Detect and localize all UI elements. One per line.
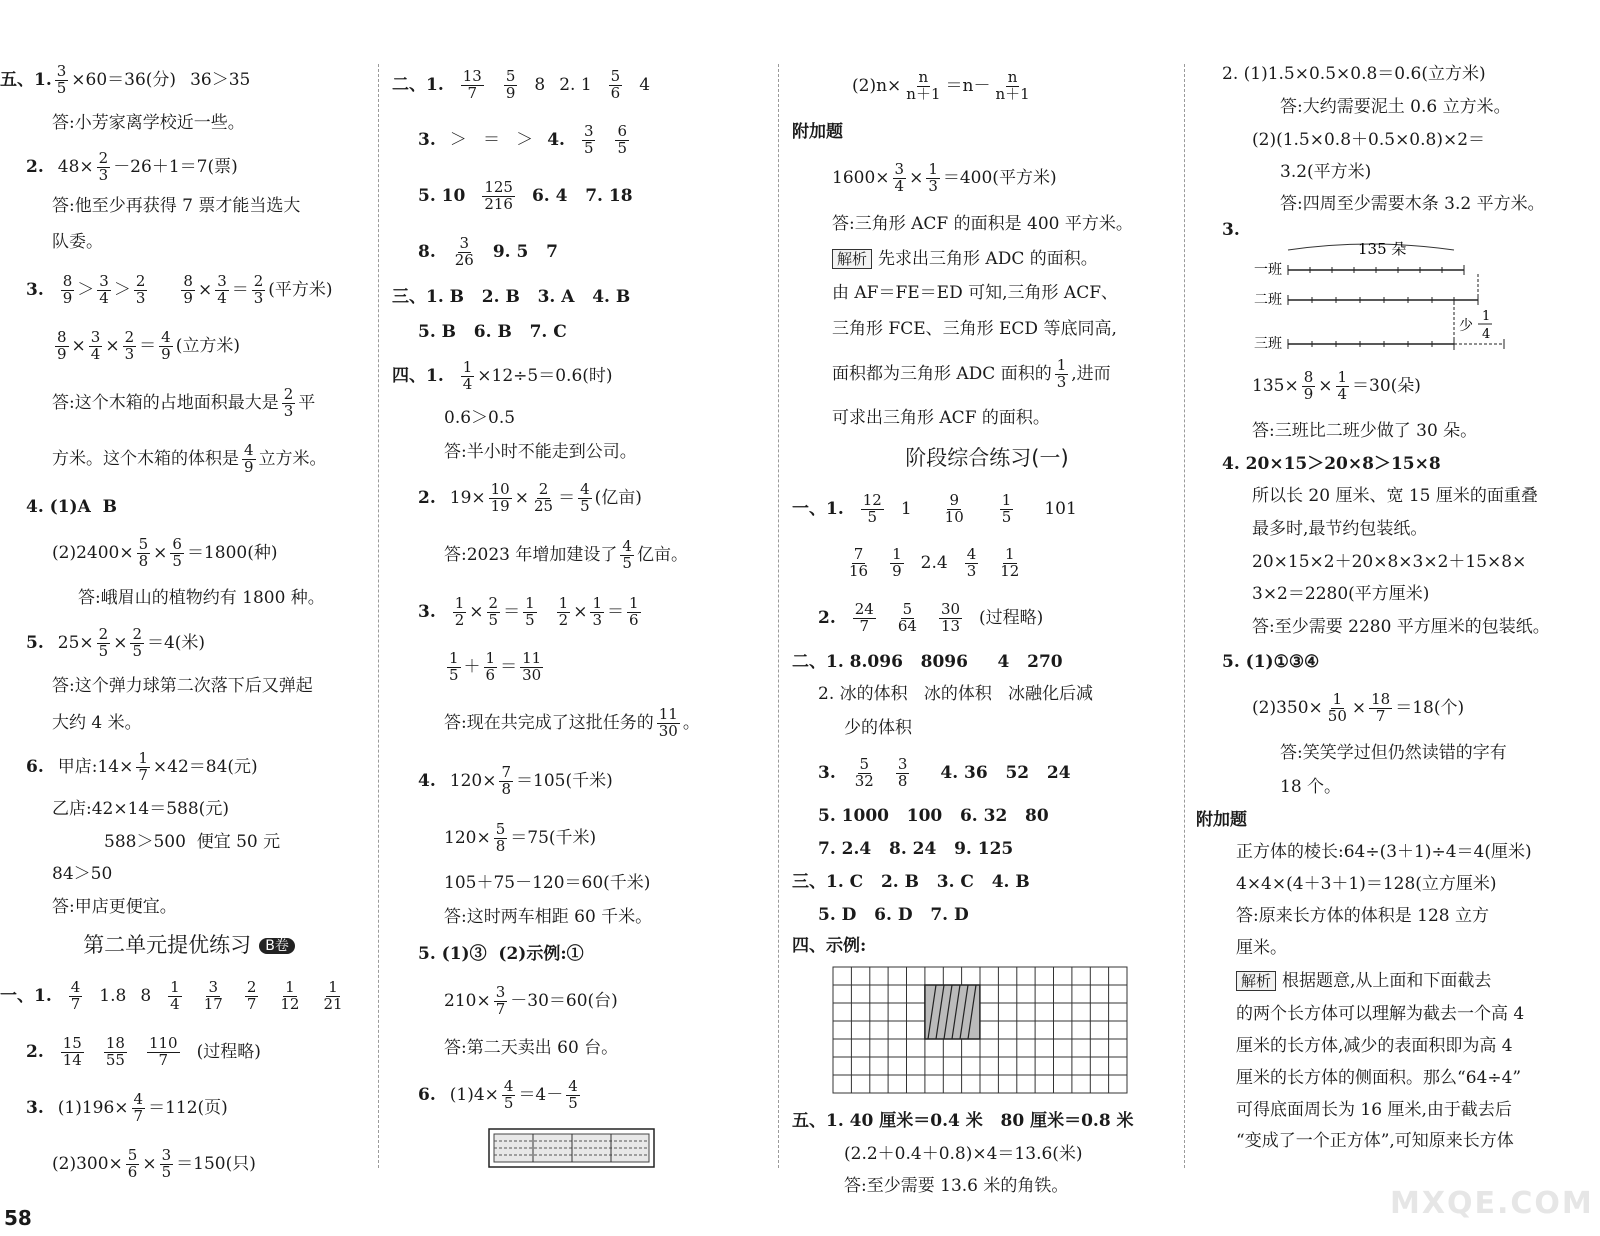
answer-line: 18 个。 (1280, 776, 1342, 797)
answer-line: 答:现在共完成了这批任务的 $\frac{11}{30}$ 。 (444, 704, 700, 740)
answer-line: 答:笑笑学过但仍然读错的字有 (1280, 742, 1507, 763)
answer-line: 解析 根据题意,从上面和下面截去 (1196, 964, 1600, 998)
answer-line: 6. (1)4× $\frac{4}{5}$ ＝4－ $\frac{4}{5}$ (418, 1076, 578, 1112)
answer-line: 3.2(平方米) (1280, 161, 1372, 182)
answer-line: 三、1. C 2. B 3. C 4. B (792, 871, 1030, 892)
diagram-label-class1: 一班 (1254, 262, 1282, 278)
answer-line: $\frac{1}{5}$ ＋ $\frac{1}{6}$ ＝ $\frac{11}{30}$ (449, 648, 542, 684)
answer-line: 5. 25× $\frac{2}{5}$ × $\frac{2}{5}$ ＝4(米) (26, 624, 206, 660)
answer-line: 120× $\frac{5}{8}$ ＝75(千米) (444, 819, 597, 855)
answer-line: 1600× $\frac{3}{4}$ × $\frac{1}{3}$ ＝400(平方米) (832, 159, 1057, 195)
grid-diagram (832, 966, 1132, 1098)
answer-line: 所以长 20 厘米、宽 15 厘米的面重叠 (1252, 485, 1538, 506)
answer-line: 20×15×2＋20×8×3×2＋15×8× (1252, 551, 1527, 572)
answer-line: 4. 120× $\frac{7}{8}$ ＝105(千米) (418, 762, 613, 798)
page-number: 58 (4, 1206, 32, 1230)
answer-line: 五、1. 40 厘米＝0.4 米 80 厘米＝0.8 米 (792, 1110, 1134, 1131)
answer-line: 3. $\frac{5}{32}$ $\frac{3}{8}$ 4. 36 52 24 (818, 754, 1071, 790)
answer-line: 4×4×(4＋3＋1)＝128(立方厘米) (1236, 873, 1497, 894)
answer-line: 210× $\frac{3}{7}$ －30＝60(台) (444, 982, 618, 1018)
answer-line: 6. 甲店:14× $\frac{1}{7}$ ×42＝84(元) (26, 748, 258, 784)
answer-line: 大约 4 米。 (52, 712, 142, 733)
answer-line: 3. $\frac{8}{9}$ ＞ $\frac{3}{4}$ ＞ $\frac{2}{3}$ $\frac{8}{9}$ × $\frac{3}{4}$ ＝ $\frac{2}{3}$ (平方米) (26, 271, 333, 307)
answer-line: 正方体的棱长:64÷(3＋1)÷4＝4(厘米) (1236, 841, 1532, 862)
answer-line: 5. B 6. B 7. C (418, 321, 567, 342)
answer-line: 3×2＝2280(平方厘米) (1252, 583, 1430, 604)
column-2 (392, 58, 780, 1175)
fraction: $\frac{2}{3}$ (98, 148, 109, 184)
answer-line: 5. D 6. D 7. D (818, 904, 969, 925)
answer-line: 答:第二天卖出 60 台。 (444, 1037, 619, 1058)
answer-line: 5. (1)①③④ (1222, 651, 1320, 672)
answer-line: (2)(1.5×0.8＋0.5×0.8)×2＝ (1252, 129, 1486, 150)
answer-line: 乙店:42×14＝588(元) (52, 798, 229, 819)
section-heading: 附加题 (1196, 809, 1247, 830)
answer-line: 5. (1)③ (2)示例:① (418, 943, 584, 964)
answer-line: 答:至少需要 13.6 米的角铁。 (844, 1175, 1069, 1196)
answer-line: 答:2023 年增加建设了 $\frac{4}{5}$ 亿亩。 (444, 536, 688, 572)
answer-line: 2. $\frac{24}{7}$ $\frac{5}{64}$ $\frac{30}{13}$ (过程略) (818, 599, 1044, 635)
answer-line: 四、1. $\frac{1}{4}$ ×12÷5＝0.6(时) (392, 357, 613, 393)
answer-line: 0.6＞0.5 (444, 407, 516, 428)
answer-line: 3. ＞ ＝ ＞ 4. $\frac{3}{5}$ $\frac{6}{5}$ (418, 121, 628, 157)
answer-line: 最多时,最节约包装纸。 (1252, 518, 1428, 539)
answer-line: 厘米。 (1236, 937, 1287, 958)
answer-line: 答:四周至少需要木条 3.2 平方米。 (1280, 193, 1545, 214)
answer-line: 3. (1222, 219, 1240, 240)
diagram-fraction-num: 1 (1482, 309, 1491, 324)
answer-line: “变成了一个正方体”,可知原来长方体 (1236, 1130, 1514, 1151)
diagram-label-class3: 三班 (1254, 336, 1282, 352)
answer-line: 答:峨眉山的植物约有 1800 种。 (78, 587, 325, 608)
answer-line: 3. (1)196× $\frac{4}{7}$ ＝112(页) (26, 1089, 228, 1125)
answer-line: 少的体积 (844, 717, 912, 738)
answer-line: (2.2＋0.4＋0.8)×4＝13.6(米) (844, 1143, 1083, 1164)
section-title: 第二单元提优练习 B卷 (0, 930, 378, 962)
answer-line: 的两个长方体可以理解为截去一个高 4 (1236, 1003, 1525, 1024)
answer-line: 4. 20×15＞20×8＞15×8 (1222, 453, 1441, 474)
analysis-tag: 解析 (832, 249, 872, 269)
answer-line: 135× $\frac{8}{9}$ × $\frac{1}{4}$ ＝30(朵) (1252, 367, 1421, 403)
answer-line: $\frac{7}{16}$ $\frac{1}{9}$ 2.4 $\frac{4}{3}$ $\frac{1}{12}$ (849, 544, 1020, 580)
strip-diagram (488, 1128, 658, 1170)
answer-line: 答:这时两车相距 60 千米。 (444, 906, 653, 927)
answer-line: 面积都为三角形 ADC 面积的 $\frac{1}{3}$ ,进而 (832, 355, 1111, 391)
answer-line: 答:原来长方体的体积是 128 立方 (1236, 905, 1489, 926)
answer-line: 7. 2.4 8. 24 9. 125 (818, 838, 1014, 859)
watermark: MXQE.COM (1390, 1186, 1594, 1221)
answer-line: 四、示例: (792, 935, 867, 956)
answer-line: 105＋75－120＝60(千米) (444, 872, 651, 893)
answer-line: 5. 1000 100 6. 32 80 (818, 805, 1049, 826)
answer-line: (2)n× $\frac{n}{n+1}$ ＝n－ $\frac{n}{n+1}$ (852, 67, 1030, 103)
answer-line: 厘米的长方体的侧面积。那么“64÷4” (1236, 1067, 1522, 1088)
answer-line: 二、1. 8.096 8096 4 270 (792, 651, 1063, 672)
answer-line: (2)2400× $\frac{5}{8}$ × $\frac{6}{5}$ ＝1800(种) (52, 534, 278, 570)
level-badge: B卷 (259, 938, 295, 955)
answer-line: 2. 冰的体积 冰的体积 冰融化后减 (818, 683, 1094, 704)
answer-line: 588＞500 便宜 50 元 (104, 831, 281, 852)
diagram-label-less: 少 (1459, 318, 1473, 334)
answer-line: 由 AF＝FE＝ED 可知,三角形 ACF、 (832, 282, 1119, 303)
answer-line: 答:这个弹力球第二次落下后又弹起 (52, 675, 313, 696)
answer-line: 8. $\frac{3}{26}$ 9. 5 7 (418, 233, 558, 269)
answer-line: 答:他至少再获得 7 票才能当选大 (52, 195, 301, 216)
answer-line: 4. (1)A B (26, 496, 117, 517)
answer-line: 3. $\frac{1}{2}$ × $\frac{2}{5}$ ＝ $\frac{1}{5}$ $\frac{1}{2}$ × $\frac{1}{3}$ ＝ $\frac{1}{6}$ (418, 593, 639, 629)
diagram-label-class2: 二班 (1254, 292, 1282, 308)
answer-line: 2. 19× $\frac{10}{19}$ × $\frac{2}{25}$ ＝ $\frac{4}{5}$ (亿亩) (418, 479, 642, 515)
answer-line: 答:至少需要 2280 平方厘米的包装纸。 (1252, 616, 1550, 637)
answer-line: 一、1. $\frac{12}{5}$ 1 $\frac{9}{10}$ $\frac{1}{5}$ 101 (792, 490, 1077, 526)
answer-line: 2. (1)1.5×0.5×0.8＝0.6(立方米) (1222, 63, 1486, 84)
answer-line: 答:三班比二班少做了 30 朵。 (1252, 420, 1478, 441)
answer-line: 答:大约需要泥土 0.6 立方米。 (1280, 96, 1511, 117)
answer-line: 84＞50 (52, 863, 113, 884)
diagram-fraction-den: 4 (1482, 327, 1491, 342)
answer-line: $\frac{8}{9}$ × $\frac{3}{4}$ × $\frac{2}{3}$ ＝ $\frac{4}{9}$ (立方米) (57, 327, 240, 363)
answer-line: (2)350× $\frac{1}{50}$ × $\frac{18}{7}$ ＝18(个) (1252, 689, 1465, 725)
answer-line: 答:甲店更便宜。 (52, 896, 177, 917)
column-divider (1184, 64, 1185, 1168)
section-heading: 附加题 (792, 121, 843, 142)
answer-line: 5. 10 $\frac{125}{216}$ 6. 4 7. 18 (418, 177, 633, 213)
answer-line: 答:这个木箱的占地面积最大是 $\frac{2}{3}$ 平 (52, 384, 316, 420)
answer-line: 答:三角形 ACF 的面积是 400 平方米。 (832, 213, 1133, 234)
bar-diagram (1254, 240, 1574, 358)
answer-line: 三角形 FCE、三角形 ECD 等底同高, (832, 318, 1117, 339)
answer-line: 答:小芳家离学校近一些。 (52, 112, 245, 133)
answer-line: 答:半小时不能走到公司。 (444, 441, 637, 462)
answer-line: 2. $\frac{15}{14}$ $\frac{18}{55}$ $\frac{110}{7}$ (过程略) (26, 1033, 261, 1069)
diagram-label-total: 135 朵 (1358, 240, 1407, 258)
answer-line: 队委。 (52, 231, 103, 252)
section-title: 阶段综合练习(一) (905, 446, 1069, 471)
answer-line: 五、1. $\frac{3}{5}$ ×60＝36(分) 36＞35 (0, 61, 251, 97)
answer-line: 可得底面周长为 16 厘米,由于截去后 (1236, 1099, 1512, 1120)
answer-line: 解析 先求出三角形 ADC 的面积。 (792, 242, 1182, 276)
answer-line: 一、1. $\frac{4}{7}$ 1.8 8 $\frac{1}{4}$ $\frac{3}{17}$ $\frac{2}{7}$ $\frac{1}{12}$ $\frac{1}{21}$ (0, 977, 343, 1013)
column-divider (378, 64, 379, 1168)
fraction: $\frac{3}{5}$ (56, 61, 67, 97)
answer-line: 二、1. $\frac{13}{7}$ $\frac{5}{9}$ 8 2. 1 $\frac{5}{6}$ 4 (392, 66, 651, 102)
answer-line: 三、1. B 2. B 3. A 4. B (392, 286, 631, 307)
column-3 (792, 58, 1182, 1202)
question-number: 五、1. (0, 69, 52, 90)
answer-line: (2)300× $\frac{5}{6}$ × $\frac{3}{5}$ ＝150(只) (52, 1145, 256, 1181)
analysis-tag: 解析 (1236, 971, 1276, 991)
column-1 (0, 58, 378, 1192)
answer-line: 可求出三角形 ACF 的面积。 (832, 407, 1050, 428)
answer-line: 方米。这个木箱的体积是 $\frac{4}{9}$ 立方米。 (52, 440, 327, 476)
answer-line: 2. 48× $\frac{2}{3}$ －26＋1＝7(票) (26, 148, 238, 184)
answer-line: 厘米的长方体,减少的表面积即为高 4 (1236, 1035, 1513, 1056)
column-4 (1196, 58, 1600, 1156)
